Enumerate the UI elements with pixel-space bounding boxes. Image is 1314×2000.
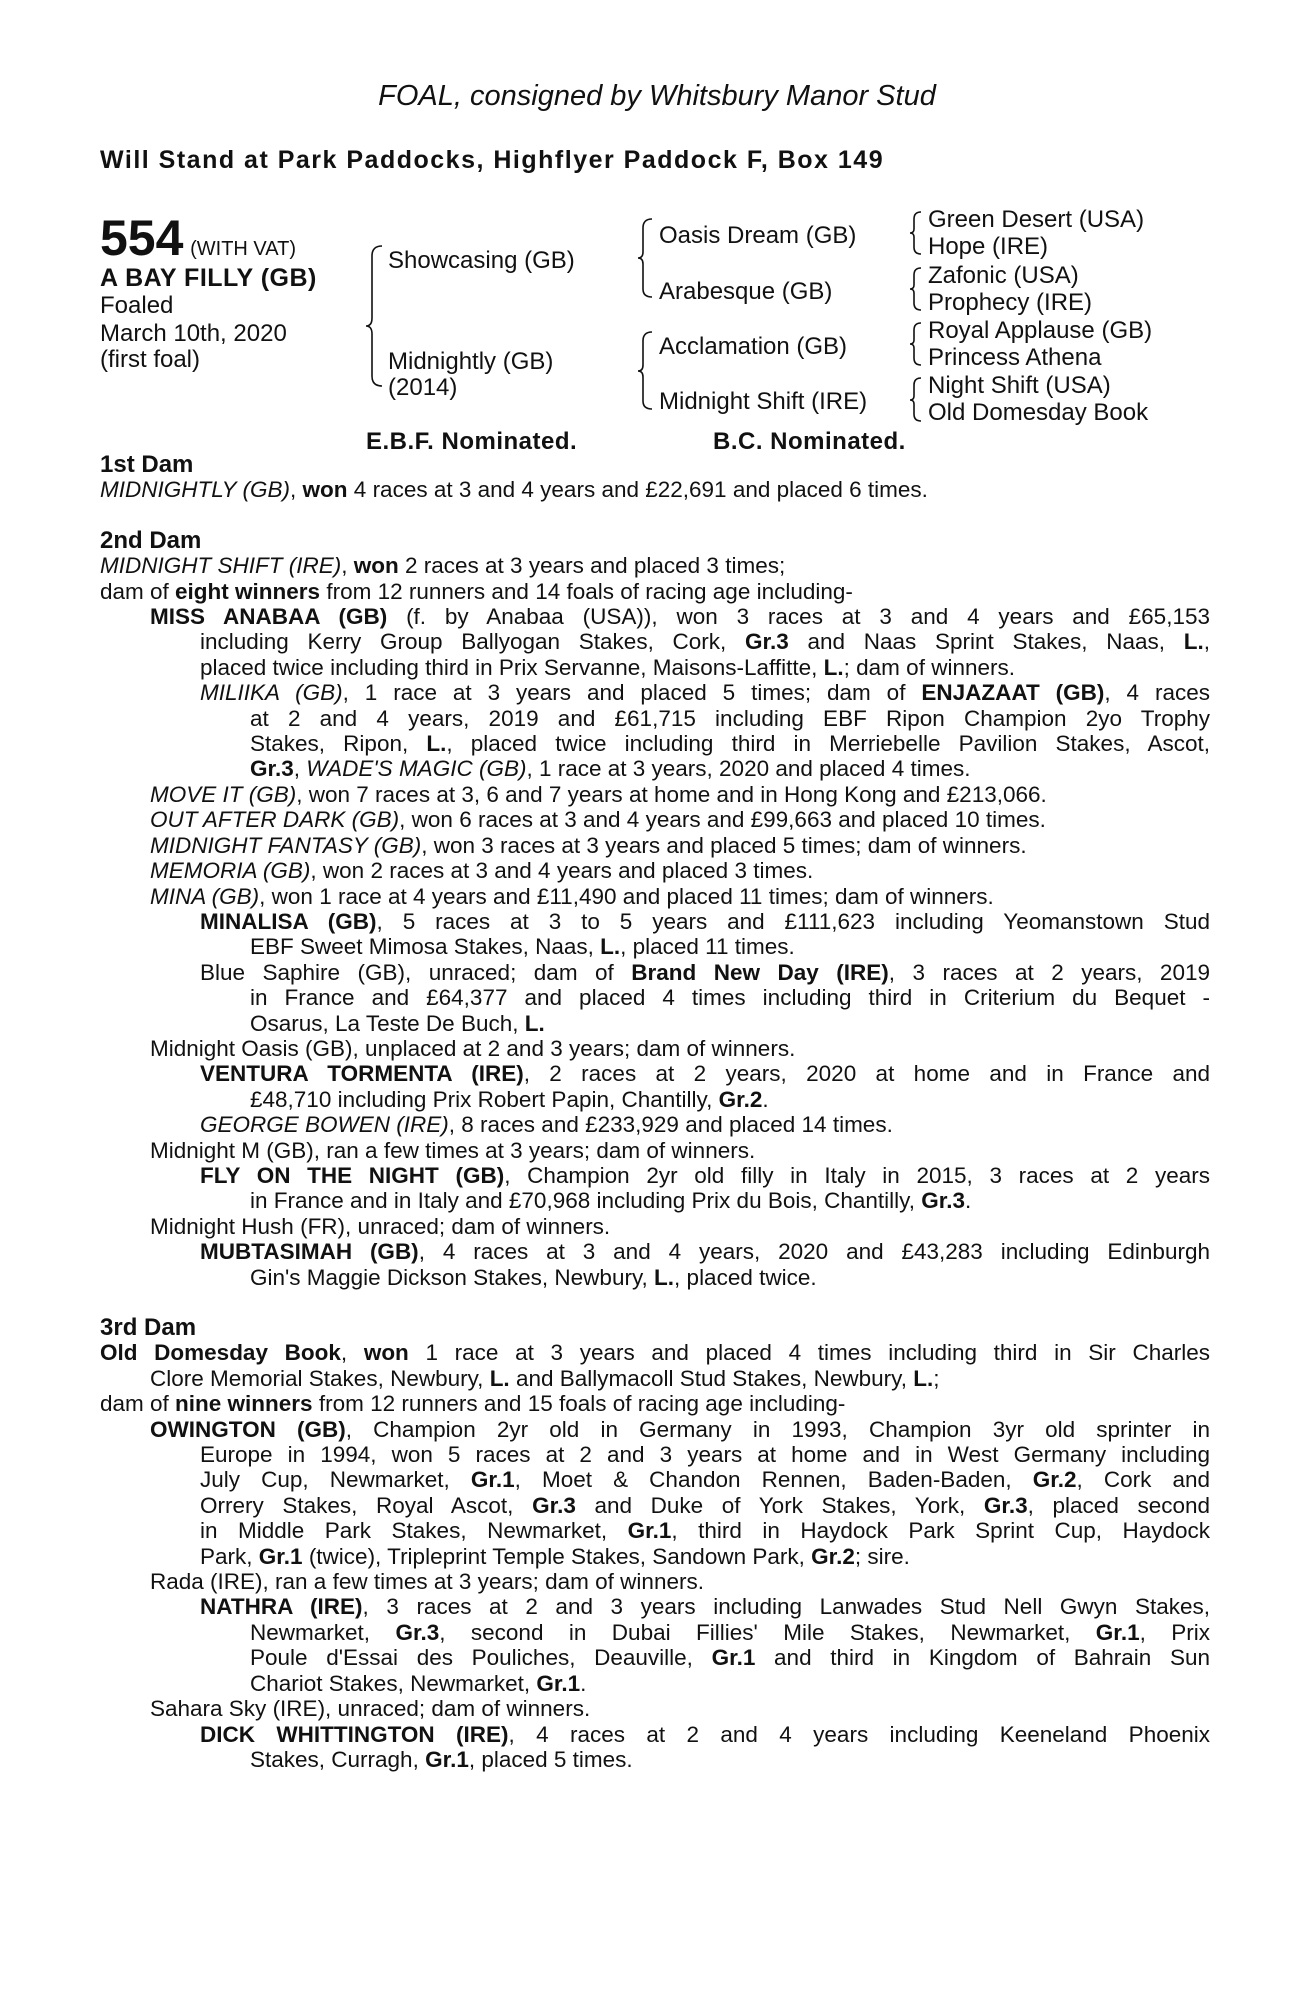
owington-line-3: July Cup, Newmarket, Gr.1, Moet & Chandon Rennen, Baden-Baden, Gr.2, Cork and bbox=[200, 1467, 1210, 1493]
minalisa-line-2: EBF Sweet Mimosa Stakes, Naas, L., placed 11 times. bbox=[250, 934, 795, 960]
mubtasimah-line-1: MUBTASIMAH (GB), 4 races at 3 and 4 years, 2020 and £43,283 including Edinburgh bbox=[200, 1239, 1210, 1265]
lot-number: 554 bbox=[100, 210, 184, 266]
sire-dam: Arabesque (GB) bbox=[659, 278, 833, 305]
pedigree-brackets bbox=[0, 0, 1314, 460]
miliika-line-4: Gr.3, WADE'S MAGIC (GB), 1 race at 3 years, 2020 and placed 4 times. bbox=[250, 756, 971, 782]
heading-3rd-dam: 3rd Dam bbox=[100, 1314, 197, 1341]
ggp-1: Green Desert (USA) bbox=[928, 206, 1145, 233]
dam3-record-line-1: Old Domesday Book, won 1 race at 3 years and placed 4 times including third in Sir Charles bbox=[100, 1340, 1210, 1366]
mubtasimah-line-2: Gin's Maggie Dickson Stakes, Newbury, L., placed twice. bbox=[250, 1264, 817, 1290]
miss-anabaa-line-1: MISS ANABAA (GB) (f. by Anabaa (USA)), won 3 races at 3 and 4 years and £65,153 bbox=[150, 604, 1210, 630]
owington-line-2: Europe in 1994, won 5 races at 2 and 3 years at home and in West Germany including bbox=[200, 1442, 1210, 1468]
dam-dam: Midnight Shift (IRE) bbox=[659, 388, 868, 415]
owington-line-4: Orrery Stakes, Royal Ascot, Gr.3 and Duke of York Stakes, York, Gr.3, placed second bbox=[200, 1492, 1210, 1518]
ventura-line-1: VENTURA TORMENTA (IRE), 2 races at 2 years, 2020 at home and in France and bbox=[200, 1061, 1210, 1087]
dam2-produce-summary: dam of eight winners from 12 runners and 14 foals of racing age including- bbox=[100, 578, 853, 604]
midnight-hush-line: Midnight Hush (FR), unraced; dam of winners. bbox=[150, 1213, 611, 1239]
dam1-record: MIDNIGHTLY (GB), won 4 races at 3 and 4 years and £22,691 and placed 6 times. bbox=[100, 477, 928, 503]
blue-saphire-line-2: in France and £64,377 and placed 4 times including third in Criterium du Bequet - bbox=[250, 985, 1210, 1011]
foal-note: (first foal) bbox=[100, 346, 201, 373]
ventura-line-2: £48,710 including Prix Robert Papin, Chantilly, Gr.2. bbox=[250, 1086, 769, 1112]
heading-2nd-dam: 2nd Dam bbox=[100, 526, 202, 554]
minalisa-line-1: MINALISA (GB), 5 races at 3 to 5 years and £111,623 including Yeomanstown Stud bbox=[200, 908, 1210, 934]
mina-line: MINA (GB), won 1 race at 4 years and £11,490 and placed 11 times; dam of winners. bbox=[150, 883, 994, 909]
consignor-line: FOAL, consigned by Whitsbury Manor Stud bbox=[378, 80, 936, 112]
rada-line: Rada (IRE), ran a few times at 3 years; dam of winners. bbox=[150, 1569, 704, 1595]
dam: Midnightly (GB) bbox=[388, 348, 554, 375]
sire: Showcasing (GB) bbox=[388, 247, 575, 274]
nathra-line-3: Poule d'Essai des Pouliches, Deauville, Gr.1 and third in Kingdom of Bahrain Sun bbox=[250, 1645, 1210, 1671]
produce-record bbox=[100, 452, 1210, 1772]
miliika-line-3: Stakes, Ripon, L., placed twice including third in Merriebelle Pavilion Stakes, Ascot, bbox=[250, 731, 1211, 757]
ggp-4: Prophecy (IRE) bbox=[928, 289, 1093, 316]
midnight-oasis-line: Midnight Oasis (GB), unplaced at 2 and 3 years; dam of winners. bbox=[150, 1035, 796, 1061]
memoria-line: MEMORIA (GB), won 2 races at 3 and 4 years and placed 3 times. bbox=[150, 858, 814, 884]
out-after-dark-line: OUT AFTER DARK (GB), won 6 races at 3 and 4 years and £99,663 and placed 10 times. bbox=[150, 807, 1046, 833]
heading-1st-dam: 1st Dam bbox=[100, 451, 194, 478]
blue-saphire-line-3: Osarus, La Teste De Buch, L. bbox=[250, 1010, 545, 1036]
fly-on-the-night-line-1: FLY ON THE NIGHT (GB), Champion 2yr old filly in Italy in 2015, 3 races at 2 years bbox=[200, 1162, 1210, 1188]
fly-on-the-night-line-2: in France and in Italy and £70,968 including Prix du Bois, Chantilly, Gr.3. bbox=[250, 1188, 972, 1214]
owington-line-1: OWINGTON (GB), Champion 2yr old in Germany in 1993, Champion 3yr old sprinter in bbox=[150, 1416, 1210, 1442]
nathra-line-4: Chariot Stakes, Newmarket, Gr.1. bbox=[250, 1670, 587, 1696]
midnight-fantasy-line: MIDNIGHT FANTASY (GB), won 3 races at 3 years and placed 5 times; dam of winners. bbox=[150, 832, 1027, 858]
foaled-label: Foaled bbox=[100, 292, 174, 319]
dick-whittington-line-1: DICK WHITTINGTON (IRE), 4 races at 2 and 4 years including Keeneland Phoenix bbox=[200, 1721, 1210, 1747]
miliika-line-1: MILIIKA (GB), 1 race at 3 years and placed 5 times; dam of ENJAZAAT (GB), 4 races bbox=[200, 680, 1210, 706]
dam-sire: Acclamation (GB) bbox=[659, 333, 848, 360]
miss-anabaa-line-2: including Kerry Group Ballyogan Stakes, Cork, Gr.3 and Naas Sprint Stakes, Naas, L., bbox=[200, 629, 1210, 655]
blue-saphire-line-1: Blue Saphire (GB), unraced; dam of Brand New Day (IRE), 3 races at 2 years, 2019 bbox=[200, 959, 1210, 985]
nathra-line-1: NATHRA (IRE), 3 races at 2 and 3 years including Lanwades Stud Nell Gwyn Stakes, bbox=[200, 1594, 1210, 1620]
midnight-m-line: Midnight M (GB), ran a few times at 3 years; dam of winners. bbox=[150, 1137, 756, 1163]
dam3-record-line-2: Clore Memorial Stakes, Newbury, L. and Ballymacoll Stud Stakes, Newbury, L.; bbox=[150, 1365, 940, 1391]
foaled-date: March 10th, 2020 bbox=[100, 320, 287, 347]
sahara-sky-line: Sahara Sky (IRE), unraced; dam of winners. bbox=[150, 1696, 591, 1722]
ggp-8: Old Domesday Book bbox=[928, 399, 1149, 426]
miliika-line-2: at 2 and 4 years, 2019 and £61,715 including EBF Ripon Champion 2yo Trophy bbox=[250, 705, 1210, 731]
dam3-produce-summary: dam of nine winners from 12 runners and 15 foals of racing age including- bbox=[100, 1391, 846, 1417]
ggp-5: Royal Applause (GB) bbox=[928, 317, 1153, 344]
dick-whittington-line-2: Stakes, Curragh, Gr.1, placed 5 times. bbox=[250, 1746, 633, 1772]
owington-line-5: in Middle Park Stakes, Newmarket, Gr.1, third in Haydock Park Sprint Cup, Haydock bbox=[200, 1518, 1211, 1544]
miss-anabaa-line-3: placed twice including third in Prix Servanne, Maisons-Laffitte, L.; dam of winners. bbox=[200, 654, 1015, 680]
ggp-6: Princess Athena bbox=[928, 344, 1102, 371]
ggp-7: Night Shift (USA) bbox=[928, 372, 1111, 399]
dam-year: (2014) bbox=[388, 374, 458, 401]
ebf-nominated: E.B.F. Nominated. bbox=[366, 428, 578, 455]
ggp-2: Hope (IRE) bbox=[928, 233, 1049, 260]
bc-nominated: B.C. Nominated. bbox=[713, 428, 906, 455]
move-it-line: MOVE IT (GB), won 7 races at 3, 6 and 7 years at home and in Hong Kong and £213,066. bbox=[150, 781, 1047, 807]
dam2-record: MIDNIGHT SHIFT (IRE), won 2 races at 3 years and placed 3 times; bbox=[100, 553, 786, 579]
sire-sire: Oasis Dream (GB) bbox=[659, 222, 857, 249]
owington-line-6: Park, Gr.1 (twice), Tripleprint Temple Stakes, Sandown Park, Gr.2; sire. bbox=[200, 1543, 910, 1569]
lot-name: A BAY FILLY (GB) bbox=[100, 264, 317, 292]
nathra-line-2: Newmarket, Gr.3, second in Dubai Fillies' Mile Stakes, Newmarket, Gr.1, Prix bbox=[250, 1619, 1210, 1645]
stand-location: Will Stand at Park Paddocks, Highflyer Paddock F, Box 149 bbox=[100, 146, 885, 174]
vat-note: (WITH VAT) bbox=[190, 238, 297, 260]
ggp-3: Zafonic (USA) bbox=[928, 262, 1079, 289]
george-bowen-line: GEORGE BOWEN (IRE), 8 races and £233,929 and placed 14 times. bbox=[200, 1112, 893, 1138]
